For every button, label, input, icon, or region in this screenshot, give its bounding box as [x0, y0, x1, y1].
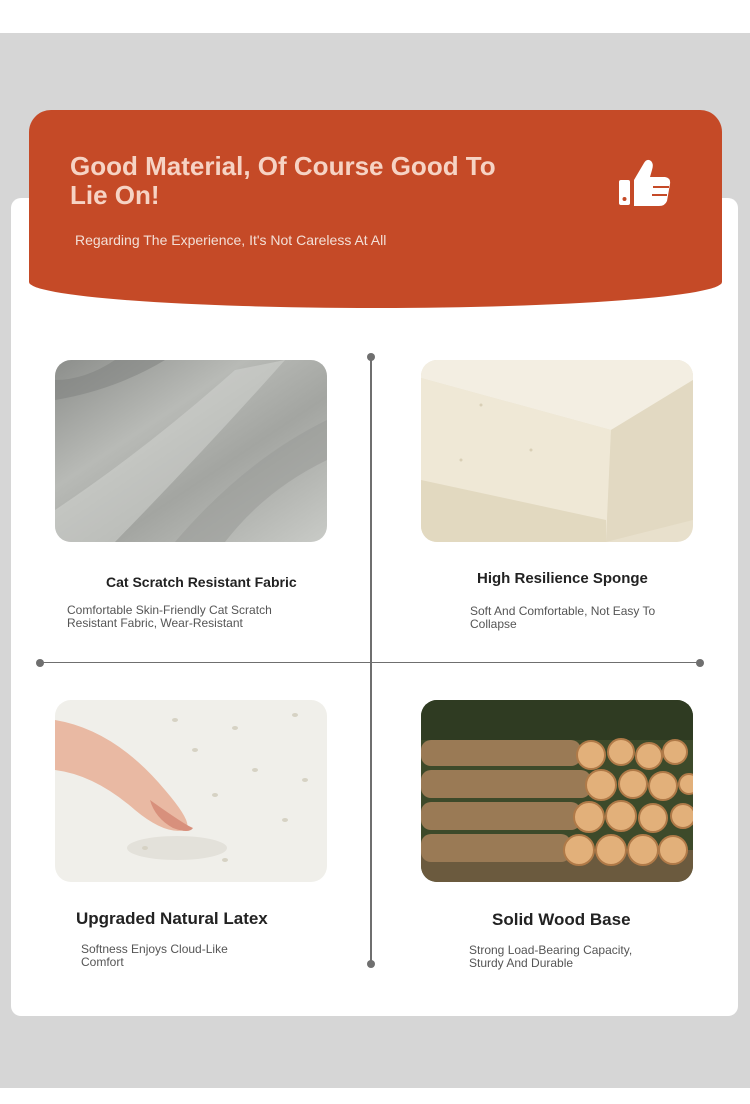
wood-logs-photo [421, 700, 693, 882]
feature-title-wood: Solid Wood Base [492, 910, 631, 929]
feature-title-fabric: Cat Scratch Resistant Fabric [106, 574, 297, 590]
divider-dot-left [36, 659, 44, 667]
feature-title-latex: Upgraded Natural Latex [76, 909, 268, 928]
divider-dot-right [696, 659, 704, 667]
feature-desc-sponge: Soft And Comfortable, Not Easy To Collapse [470, 604, 656, 631]
horizontal-divider [40, 662, 700, 663]
divider-dot-bottom [367, 960, 375, 968]
banner-title: Good Material, Of Course Good To Lie On! [70, 151, 496, 210]
grey-fabric-photo [55, 360, 327, 542]
feature-title-sponge: High Resilience Sponge [477, 570, 648, 587]
feature-desc-fabric: Comfortable Skin-Friendly Cat Scratch Resistant Fabric, Wear-Resistant [67, 603, 272, 630]
divider-dot-top [367, 353, 375, 361]
feature-desc-wood: Strong Load-Bearing Capacity, Sturdy And Durable [469, 943, 633, 970]
vertical-divider [370, 357, 372, 964]
banner-subtitle: Regarding The Experience, It's Not Careless At All [75, 232, 387, 248]
thumbs-up-icon [616, 156, 672, 208]
feature-desc-latex: Softness Enjoys Cloud-Like Comfort [81, 942, 228, 969]
latex-finger-press-photo [55, 700, 327, 882]
sponge-block-photo [421, 360, 693, 542]
